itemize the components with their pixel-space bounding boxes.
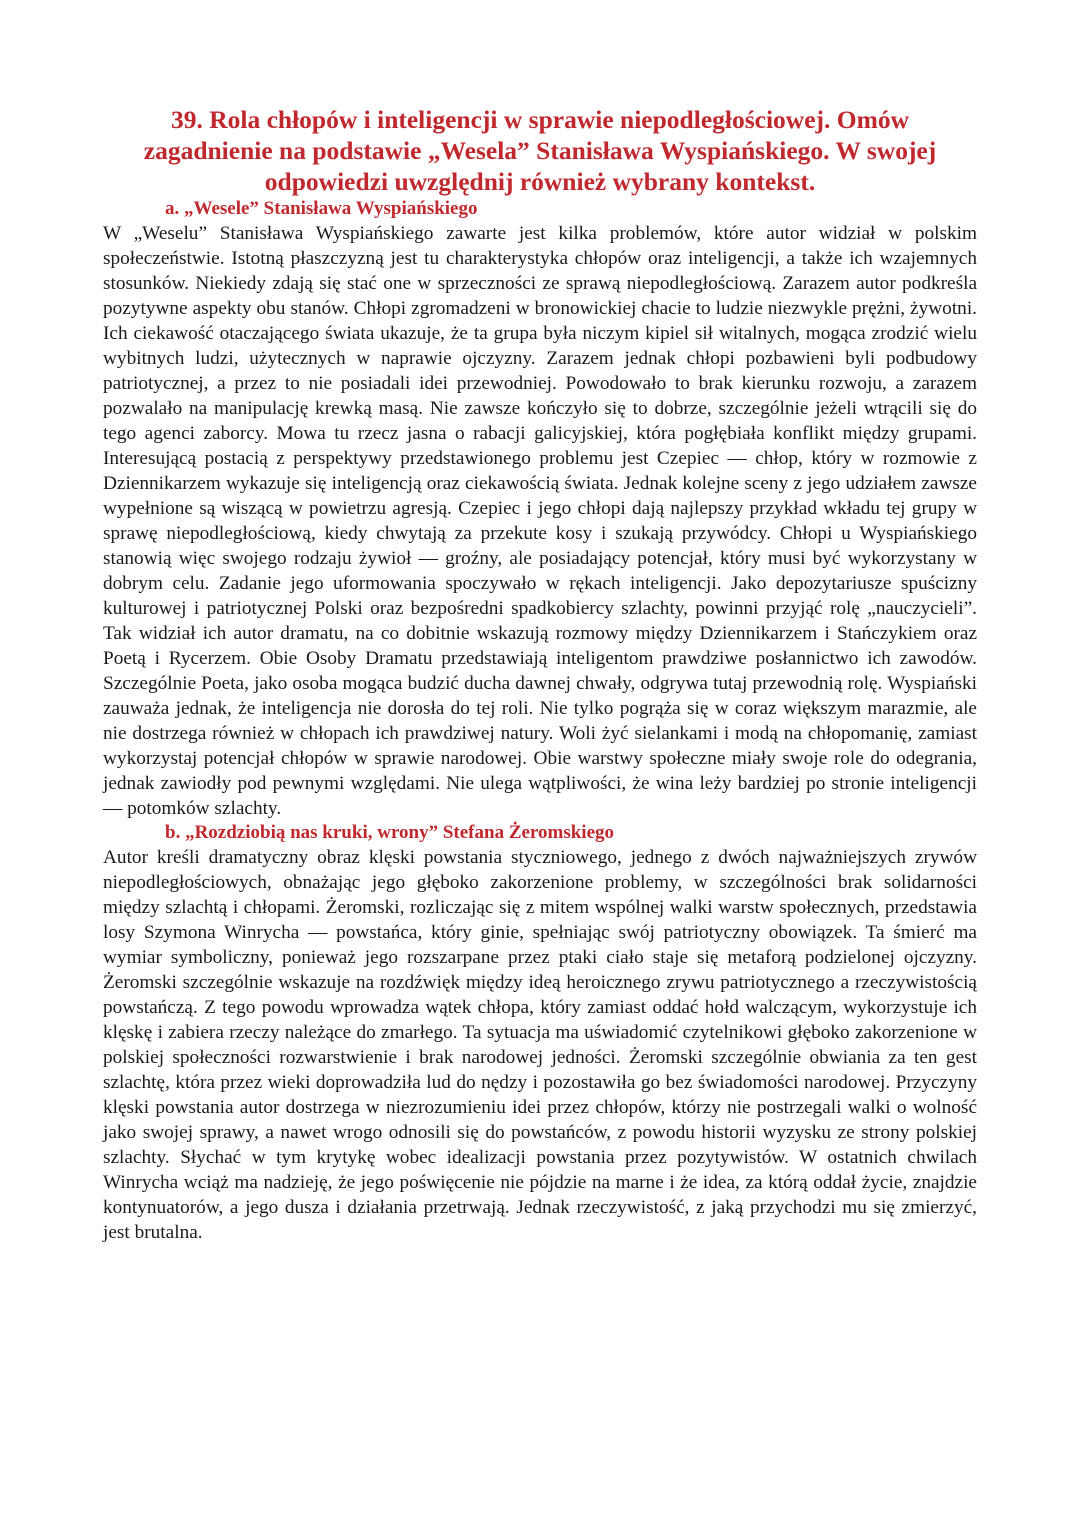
section-heading-wesele: a. „Wesele” Stanisława Wyspiańskiego [165,198,478,219]
section-wesele [103,197,977,821]
document-page [103,104,977,1245]
document-title: 39. Rola chłopów i inteligencji w sprawie niepodległościowej. Omów zagadnienie na podstawie „Wesela” Stanisława Wyspiańskiego. W swojej odpowiedzi uwzględnij również wybrany kontekst. [143,105,937,196]
section-heading-rozdziobia: b. „Rozdziobią nas kruki, wrony” Stefana Żeromskiego [165,822,615,843]
section-rozdziobia [103,821,977,1245]
section-text-rozdziobia: Autor kreśli dramatyczny obraz klęski powstania styczniowego, jednego z dwóch najważniejszych zrywów niepodległościowych, obnażając jego głęboko zakorzenione problemy, w szczególności brak solidarności między szlachtą i chłopami. Żeromski, rozliczając się z mitem wspólnej walki warstw społecznych, przedstawia losy Szymona Winrycha — powstańca, który ginie, spełniając swój patriotyczny obowiązek. Ta śmierć ma wymiar symboliczny, ponieważ jego rozszarpane przez ptaki ciało staje się metaforą podzielonej ojczyzny. Żeromski szczególnie wskazuje na rozdźwięk między ideą heroicznego zrywu patriotycznego a rzeczywistością powstańczą. Z tego powodu wprowadza wątek chłopa, który zamiast oddać hołd walczącym, wykorzystuje ich klęskę i zabiera rzeczy należące do zmarłego. Ta sytuacja ma uświadomić czytelnikowi głęboko zakorzenione w polskiej społeczności rozwarstwienie i brak narodowej jedności. Żeromski szczególnie obwiania za ten gest szlachtę, która przez wieki doprowadziła lud do nędzy i pozostawiła go bez świadomości narodowej. Przyczyny klęski powstania autor dostrzega w niezrozumieniu idei przez chłopów, którzy nie postrzegali walki o wolność jako swojej sprawy, a nawet wrogo odnosili się do powstańców, z powodu historii wyzysku ze strony polskiej szlachty. Słychać w tym krytykę wobec idealizacji powstania przez pozytywistów. W ostatnich chwilach Winrycha wciąż ma nadzieję, że jego poświęcenie nie pójdzie na marne i że idea, za którą oddał życie, znajdzie kontynuatorów, a jego dusza i działania przetrwają. Jednak rzeczywistość, z jaką przychodzi mu się zmierzyć, jest brutalna. [103,847,977,1243]
section-text-wesele: W „Weselu” Stanisława Wyspiańskiego zawarte jest kilka problemów, które autor widział w polskim społeczeństwie. Istotną płaszczyzną jest tu charakterystyka chłopów oraz inteligencji, a także ich wzajemnych stosunków. Niekiedy zdają się stać one w sprzeczności ze sprawą niepodległościową. Zarazem autor podkreśla pozytywne aspekty obu stanów. Chłopi zgromadzeni w bronowickiej chacie to ludzie niezwykle prężni, żywotni. Ich ciekawość otaczającego świata ukazuje, że ta grupa była niczym kipiel sił witalnych, mogąca zrodzić wielu wybitnych ludzi, użytecznych w naprawie ojczyzny. Zarazem jednak chłopi pozbawieni byli podbudowy patriotycznej, a przez to nie posiadali idei przewodniej. Powodowało to brak kierunku rozwoju, a zarazem pozwalało na manipulację krewką masą. Nie zawsze kończyło się to dobrze, szczególnie jeżeli wtrącili się do tego agenci zaborcy. Mowa tu rzecz jasna o rabacji galicyjskiej, która pogłębiała konflikt między grupami. Interesującą postacią z perspektywy przedstawionego problemu jest Czepiec — chłop, który w rozmowie z Dziennikarzem wykazuje się inteligencją oraz ciekawością świata. Jednak kolejne sceny z jego udziałem zawsze wypełnione są wiszącą w powietrzu agresją. Czepiec i jego chłopi dają najlepszy przykład wkładu tej grupy w sprawę niepodległościową, kiedy chwytają za przekute kosy i szukają przywódcy. Chłopi u Wyspiańskiego stanowią więc swojego rodzaju żywioł — groźny, ale posiadający potencjał, który musi być wykorzystany w dobrym celu. Zadanie jego uformowania spoczywało w rękach inteligencji. Jako depozytariusze spuścizny kulturowej i patriotycznej Polski oraz bezpośredni spadkobiercy szlachty, powinni przyjąć rolę „nauczycieli”. Tak widział ich autor dramatu, na co dobitnie wskazują rozmowy między Dziennikarzem i Stańczykiem oraz Poetą i Rycerzem. Obie Osoby Dramatu przedstawiają inteligentom prawdziwe posłannictwo ich zawodów. Szczególnie Poeta, jako osoba mogąca budzić ducha dawnej chwały, odgrywa tutaj przewodnią rolę. Wyspiański zauważa jednak, że inteligencja nie dorosła do tej roli. Nie tylko pogrąża się w coraz większym marazmie, ale nie dostrzega również w chłopach ich prawdziwej natury. Woli żyć sielankami i modą na chłopomanię, zamiast wykorzystaj potencjał chłopów w sprawie narodowej. Obie warstwy społeczne miały swoje role do odegrania, jednak zawiodły pod pewnymi względami. Nie ulega wątpliwości, że wina leży bardziej po stronie inteligencji — potomków szlachty. [103,223,977,819]
